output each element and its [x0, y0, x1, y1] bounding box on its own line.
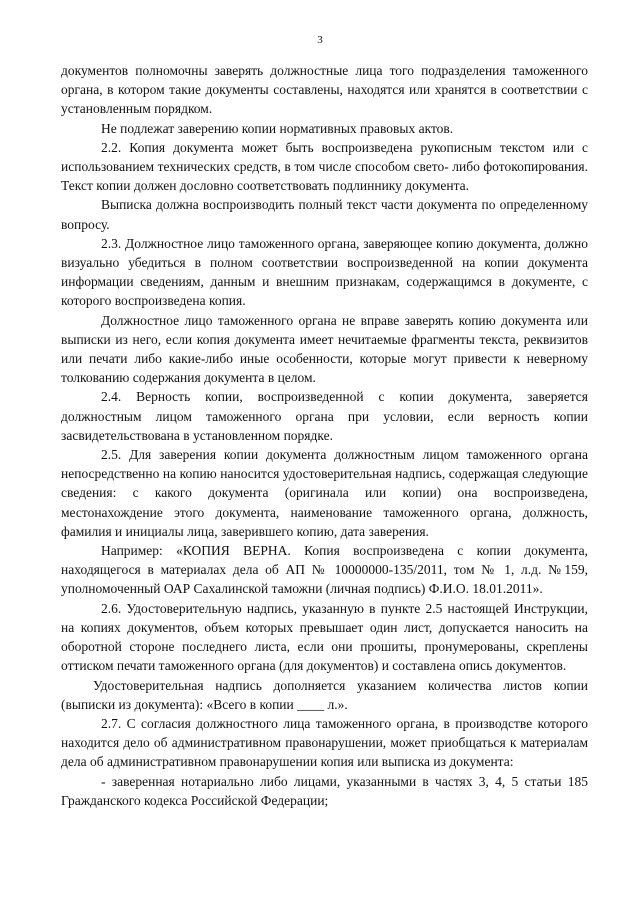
paragraph-2-4: 2.4. Верность копии, воспроизведенной с копии документа, заверяется должностным лицом таможенного органа при условии, если верность копии засвидетельствована в установленном порядке.: [61, 389, 588, 443]
paragraph-2-2: 2.2. Копия документа может быть воспроизведена рукописным текстом или с использованием технических средств, в том числе способом свето- либо фотокопирования. Текст копии должен дословно соответствовать подлиннику документа.: [61, 139, 588, 194]
document-body: [61, 61, 588, 810]
paragraph: Выписка должна воспроизводить полный текст части документа по определенному вопросу.: [61, 197, 588, 232]
paragraph: Удостоверительная надпись дополняется указанием количества листов копии (выписки из документа): «Всего в копии ____ л.».: [61, 677, 588, 712]
paragraph-example: Например: «КОПИЯ ВЕРНА. Копия воспроизведена с копии документа, находящегося в материалах дела об АП № 10000000-135/2011, том № 1, л.д. №159, уполномоченный ОАР Сахалинской таможни (личная подпись) Ф.И.О. 18.01.2011».: [61, 543, 588, 597]
paragraph-2-7: 2.7. С согласия должностного лица таможенного органа, в производстве которого находится дело об административном правонарушении, может приобщаться к материалам дела об административном правонарушении копия или выписка из документа:: [61, 715, 588, 770]
list-item: - заверенная нотариально либо лицами, указанными в частях 3, 4, 5 статьи 185 Гражданского кодекса Российской Федерации;: [61, 773, 588, 808]
paragraph: Должностное лицо таможенного органа не вправе заверять копию документа или выписки из него, если копия документа имеет нечитаемые фрагменты текста, реквизитов или печати либо какие-либо иные особенности, которые могут привести к неверному толкованию содержания документа в целом.: [61, 312, 588, 386]
paragraph: Не подлежат заверению копии нормативных правовых актов.: [101, 120, 454, 136]
paragraph-continuation: документов полномочны заверять должностные лица того подразделения таможенного органа, в котором такие документы составлены, находятся или хранятся в соответствии с установленным порядком.: [61, 63, 588, 117]
paragraph-2-5: 2.5. Для заверения копии документа должностным лицом таможенного органа непосредственно на копию наносится удостоверительная надпись, содержащая следующие сведения: с какого документа (оригинала или копии) она воспроизведена, местонахождение этого документа, наименование таможенного органа, должность, фамилия и инициалы лица, заверившего копию, дата заверения.: [61, 447, 588, 539]
paragraph-2-3: 2.3. Должностное лицо таможенного органа, заверяющее копию документа, должно визуально убедиться в полном соответствии воспроизведенной на копии документа информации сведениям, данным и внешним признакам, содержащимся в документе, с которого воспроизведена копия.: [61, 235, 588, 309]
paragraph-2-6: 2.6. Удостоверительную надпись, указанную в пункте 2.5 настоящей Инструкции, на копиях документов, объем которых превышает один лист, допускается наносить на оборотной стороне последнего листа, если они прошиты, пронумерованы, скреплены оттиском печати таможенного органа (для документов) и составлена опись документов.: [61, 600, 588, 674]
page-number: 3: [317, 34, 323, 46]
